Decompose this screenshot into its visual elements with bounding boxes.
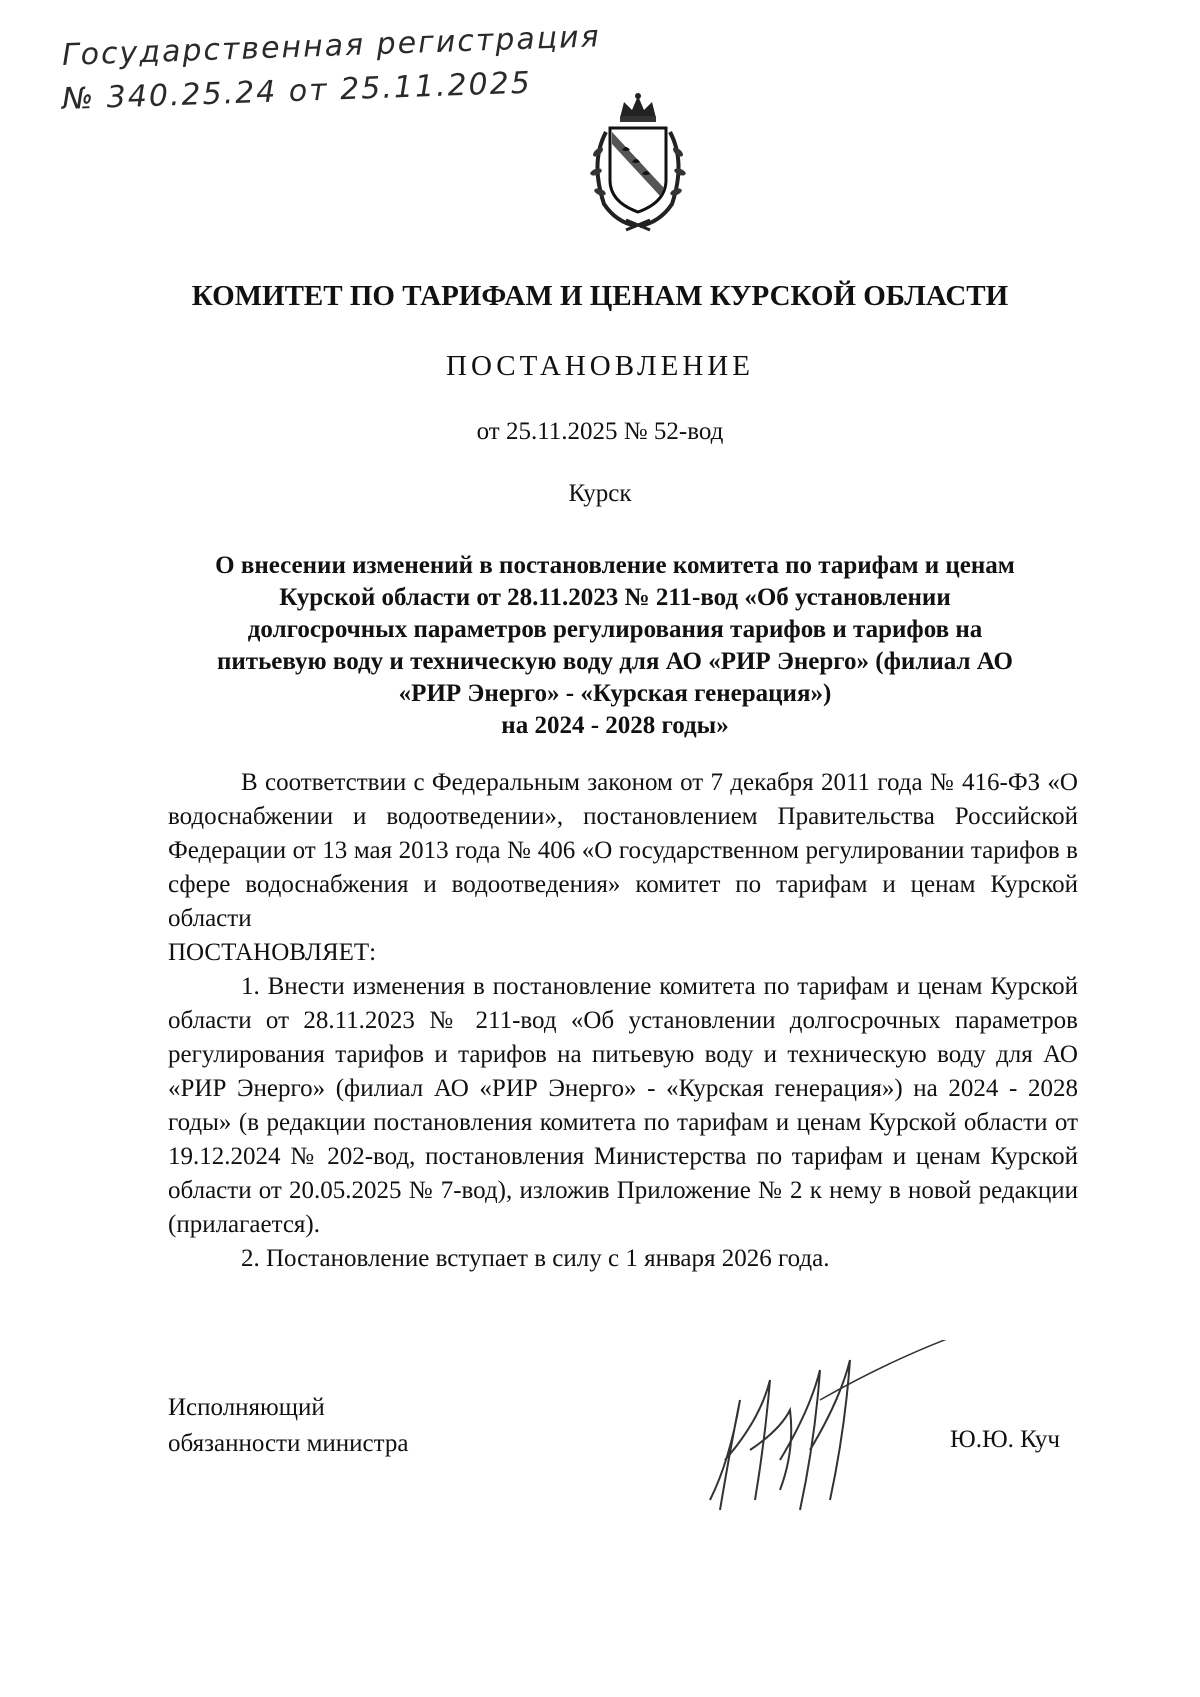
item-2-paragraph: 2. Постановление вступает в силу с 1 января 2026 года.	[241, 1245, 830, 1272]
document-type: ПОСТАНОВЛЕНИЕ	[446, 350, 754, 382]
subject-line: на 2024 - 2028 годы»	[501, 712, 729, 739]
signer-position-line1: Исполняющий	[168, 1394, 325, 1421]
decree-word: ПОСТАНОВЛЯЕТ:	[168, 939, 377, 966]
signer-position	[168, 1390, 408, 1462]
subject-line: питьевую воду и техническую воду для АО «РИР Энерго» (филиал АО	[217, 648, 1013, 675]
kursk-coat-of-arms-icon	[576, 92, 700, 232]
handwritten-signature-icon	[670, 1340, 990, 1530]
item-1-paragraph: 1. Внести изменения в постановление комитета по тарифам и ценам Курской области от 28.11.2023 № 211-вод «Об установлении долгосрочных параметров регулирования тарифов и тарифов на питьевую воду и техническую воду для АО «РИР Энерго» (филиал АО «РИР Энерго» - «Курская генерация») на 2024 - 2028 годы» (в редакции постановления комитета по тарифам и ценам Курской области от 19.12.2024 № 202-вод, постановления Министерства по тарифам и ценам Курской области от 20.05.2025 № 7-вод), изложив Приложение № 2 к нему в новой редакции (прилагается).	[168, 973, 1078, 1238]
registration-note-line2: № 340.25.24 от 25.11.2025	[61, 65, 533, 117]
subject-line: О внесении изменений в постановление комитета по тарифам и ценам	[215, 552, 1015, 579]
document-body	[168, 766, 1078, 1276]
signer-position-line2: обязанности министра	[168, 1430, 409, 1457]
registration-note-line1: Государственная регистрация	[61, 19, 602, 73]
document-number: от 25.11.2025 № 52-вод	[476, 418, 724, 445]
subject-line: Курской области от 28.11.2023 № 211-вод «Об установлении	[279, 584, 951, 611]
preamble-paragraph: В соответствии с Федеральным законом от 7 декабря 2011 года № 416-ФЗ «О водоснабжении и водоотведении», постановлением Правительства Российской Федерации от 13 мая 2013 года № 406 «О государственном регулировании тарифов в сфере водоснабжения и водоотведения» комитет по тарифам и ценам Курской области	[168, 769, 1078, 932]
signer-name: Ю.Ю. Куч	[950, 1426, 1061, 1453]
subject-line: долгосрочных параметров регулирования тарифов и тарифов на	[247, 616, 983, 643]
document-city: Курск	[568, 480, 632, 507]
document-subject	[150, 550, 1080, 742]
organization-title: КОМИТЕТ ПО ТАРИФАМ И ЦЕНАМ КУРСКОЙ ОБЛАСТИ	[191, 280, 1009, 312]
subject-line: «РИР Энерго» - «Курская генерация»)	[398, 680, 832, 707]
